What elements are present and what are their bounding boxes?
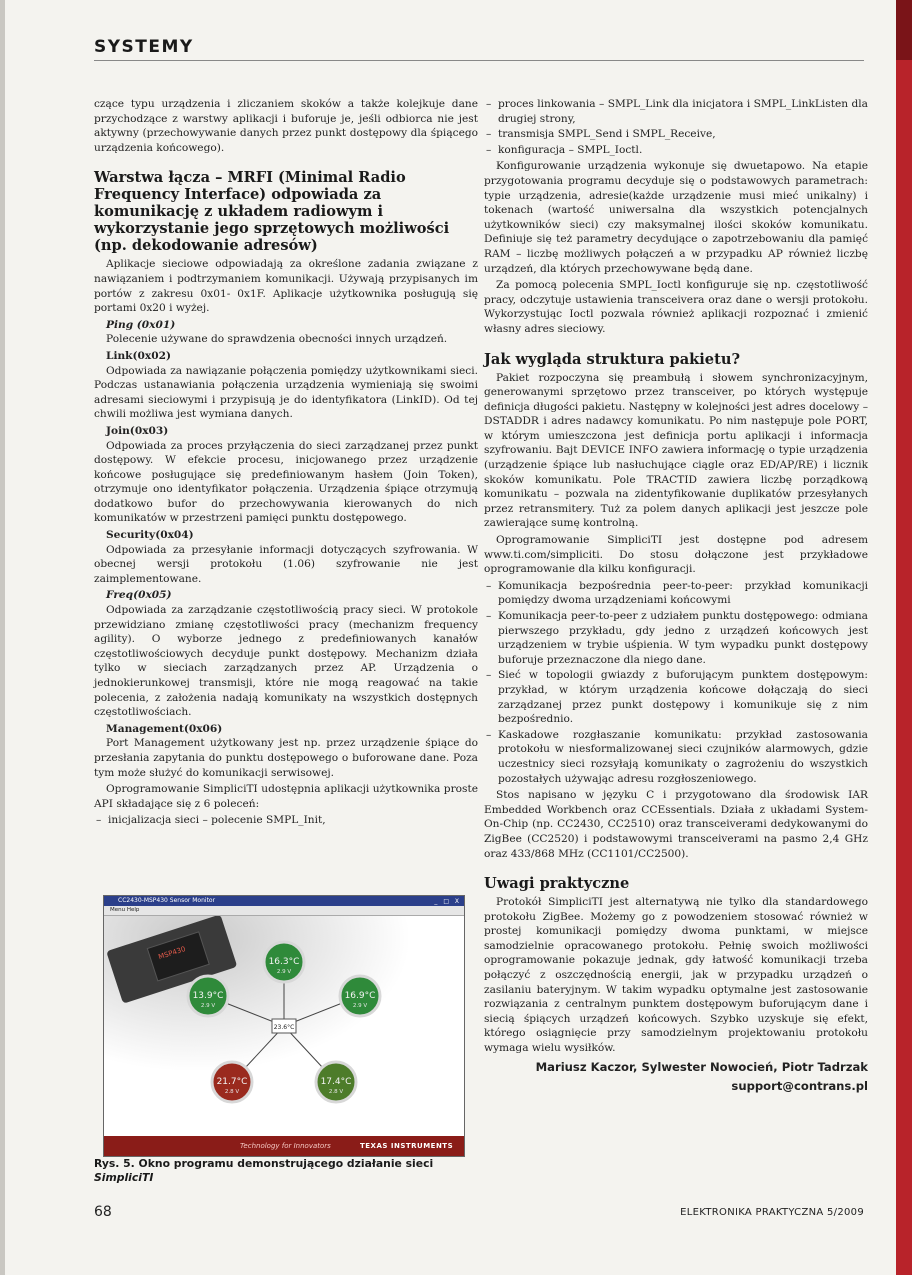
sensor-temperature: 21.7°C — [216, 1077, 248, 1087]
caption-text: Rys. 5. Okno programu demonstrującego działanie sieci — [94, 1157, 434, 1170]
sensor-voltage: 2.9 V — [352, 1003, 368, 1009]
sensor-temperature: 13.9°C — [192, 991, 224, 1001]
list-item: – Kaskadowe rozgłaszanie komunikatu: przykład zastosowania protokołu w niesformalizowanej sieci czujników alarmowych, gdzie uczestnicy sieci rozsyłają komunikaty o zagrożeniu do wszystkich pozostałych używając adresu rozgłoszeniowego. — [484, 728, 868, 786]
api-list-continued — [484, 97, 868, 157]
paragraph: czące typu urządzenia i zliczaniem skoków a także kolejkuje dane przychodzące z warstwy aplikacji i buforuje je, jeśli odbiorca nie jest aktywny (przechowywanie danych przez punkt dostępowy dla śpiącego urządzenia końcowego). — [94, 98, 478, 154]
figure-caption — [94, 1157, 474, 1185]
footer-brand: TEXAS INSTRUMENTS — [360, 1142, 454, 1150]
sensor-temperature: 17.4°C — [320, 1077, 352, 1087]
paragraph: Konfigurowanie urządzenia wykonuje się dwuetapowo. Na etapie przygotowania programu decyduje się o podstawowych parametrach: typie urządzenia, adresie(każde urządzenie musi mieć unikalny) i tokenach (wartość uniwersalna dla wszystkich potencjalnych użytkowników sieci) czy maksymalnej ilości skoków komunikatu. Definiuje się też parametry decydujące o zapotrzebowaniu dla pamięć RAM – liczbę możliwych połączeń a w przypadku AP również liczbę urządzeń, dla których przechowywane będą dane. — [484, 160, 868, 275]
header-rule — [94, 60, 864, 61]
page-number: 68 — [94, 1204, 112, 1220]
sensor-voltage: 2.8 V — [224, 1089, 240, 1095]
sensor-node — [264, 942, 304, 982]
list-item: – Sieć w topologii gwiazdy z buforującym punktem dostępowym: przykład, w którym urządzenia końcowe dołączają do sieci zarządzanej przez punkt dostępowy i komunikuje się z nim bezpośrednio. — [484, 668, 868, 726]
window-buttons: _ □ X — [434, 898, 461, 905]
right-column — [484, 97, 868, 1094]
window-title: CC2430-MSP430 Sensor Monitor — [118, 897, 216, 904]
network-diagram — [104, 916, 464, 1138]
paragraph: Odpowiada za nawiązanie połączenia pomiędzy użytkownikami sieci. Podczas ustanawiania połączenia urządzenia wymieniają się swoimi adresami sieciowymi i przypisują je do identyfikatora (LinkID). Od tej chwili możliwa jest wymiana danych. — [94, 364, 478, 421]
caption-emphasis: SimpliciTI — [94, 1171, 154, 1184]
paragraph: Odpowiada za przesyłanie informacji dotyczących szyfrowania. W obecnej wersji protokołu (1.06) szyfrowanie nie jest zaimplementowane. — [94, 543, 478, 585]
section-title: SYSTEMY — [94, 37, 194, 57]
paragraph: Za pomocą polecenia SMPL_Ioctl konfiguruje się np. częstotliwość pracy, odczytuje ustawienia transceivera oraz dane o wersji protokołu. Wykorzystując Ioctl pozwala również aplikacji rozpoznać i zmienić własny adres sieciowy. — [484, 279, 868, 335]
window-titlebar — [104, 896, 464, 906]
list-item: – inicjalizacja sieci – polecenie SMPL_Init, — [94, 813, 478, 828]
list-item: – transmisja SMPL_Send i SMPL_Receive, — [484, 127, 868, 142]
sensor-temperature: 16.3°C — [268, 957, 300, 967]
sensor-monitor-canvas — [104, 916, 464, 1138]
api-list — [94, 813, 478, 828]
term-freq: Freq(0x05) — [106, 589, 172, 602]
list-item: – Komunikacja peer-to-peer z udziałem punktu dostępowego: odmiana pierwszego przykładu, gdy jedno z urządzeń końcowych jest urządzeniem w trybie uśpienia. W tym wypadku punkt dostępowy buforuje przeznaczone dla niego dane. — [484, 609, 868, 667]
window-footer-bar — [104, 1136, 464, 1156]
sensor-voltage: 2.9 V — [276, 969, 292, 975]
figure-screenshot — [103, 895, 465, 1157]
paragraph: Odpowiada za proces przyłączenia do sieci zarządzanej przez punkt dostępowy. W efekcie procesu, inicjowanego przez urządzenie końcowe posługujące się predefiniowanym hasłem (Join Token), otrzymuje ono identyfikator połączenia. Urządzenia śpiące otrzymują dodatkowo bufor do przechowywania kierowanych do nich komunikatów w przestrzeni pamięci punktu dostępowego. — [94, 439, 478, 525]
paragraph: Aplikacje sieciowe odpowiadają za określone zadania związane z nawiązaniem i podtrzymaniem komunikacji. Używają przypisanych im portów z zakresu 0x01- 0x1F. Aplikacje użytkownika posługują się portami 0x20 i wyżej. — [94, 258, 478, 315]
journal-footer: ELEKTRONIKA PRAKTYCZNA 5/2009 — [680, 1207, 864, 1218]
heading-practical-notes: Uwagi praktyczne — [484, 875, 630, 893]
paragraph: Port Management użytkowany jest np. przez urządzenie śpiące do przesłania zapytania do punktu dostępowego o buforowane dane. Poza tym może służyć do komunikacji serwisowej. — [94, 737, 478, 779]
list-item: – konfiguracja – SMPL_Ioctl. — [484, 143, 868, 158]
term-security: Security(0x04) — [106, 529, 194, 542]
list-item: – proces linkowania – SMPL_Link dla inicjatora i SMPL_LinkListen dla drugiej strony, — [484, 97, 868, 126]
left-column — [94, 97, 478, 830]
sensor-voltage: 2.8 V — [328, 1089, 344, 1095]
window-menubar: Menu Help — [104, 906, 464, 916]
authors: Mariusz Kaczor, Sylwester Nowocień, Piotr Tadrzak — [535, 1059, 868, 1074]
sensor-node — [340, 976, 380, 1016]
page-binding-edge — [0, 0, 5, 1275]
sensor-voltage: 2.9 V — [200, 1003, 216, 1009]
paragraph: Pakiet rozpoczyna się preambułą i słowem synchronizacyjnym, generowanymi sprzętowo przez transceiver, po których występuje definicja długości pakietu. Następny w kolejności jest adres docelowy – DSTADDR i adres nadawcy komunikatu. Po nim następuje pole PORT, w którym umieszczona jest definicja portu aplikacji i informacja szyfrowaniu. Bajt DEVICE INFO zawiera informację o typie urządzenia (urządzenie śpiące lub nasłuchujące ciągle oraz ED/AP/RE) i licznik skoków komunikatu. Pole TRACTID zawiera liczbę porządkową komunikatu – pozwala na zidentyfikowanie duplikatów przesyłanych przez retransmitery. Tuż za polem danych aplikacji jest jeszcze pole zawierające sumę kontrolną. — [484, 371, 868, 530]
hub-label: 23.6°C — [273, 1024, 295, 1031]
paragraph: Odpowiada za zarządzanie częstotliwością pracy sieci. W protokole przewidziano zmianę częstotliwości pracy (mechanizm frequency agility). O wyborze jednego z predefiniowanych kanałów częstotliwościowych decyduje punkt dostępowy. Mechanizm działa tylko w sieciach zarządzanych przez AP. Urządzenia o jednokierunkowej transmisji, które nie mogą reagować na takie polecenia, z założenia nadają komunikaty na wszystkich dostępnych częstotliwościach. — [94, 604, 478, 719]
heading-packet-structure: Jak wygląda struktura pakietu? — [484, 350, 740, 368]
term-link: Link(0x02) — [106, 349, 171, 362]
footer-tagline: Technology for Innovators — [240, 1142, 331, 1150]
heading-mrfi: Warstwa łącza – MRFI (Minimal Radio Frequency Interface) odpowiada za komunikację z układem radiowym i wykorzystanie jego sprzętowych możliwości (np. dekodowanie adresów) — [94, 169, 450, 255]
term-join: Join(0x03) — [106, 424, 169, 437]
sensor-node — [316, 1062, 356, 1102]
color-edge-strip — [896, 0, 912, 1275]
paragraph: Stos napisano w języku C i przygotowano dla środowisk IAR Embedded Workbench oraz CCEssentials. Działa z układami System-On-Chip (np. CC2430, CC2510) oraz transceiverami dedykowanymi do ZigBee (CC2520) i podstawowymi transceiverami na pasmo 2,4 GHz oraz 433/868 MHz (CC1101/CC2500). — [484, 789, 868, 860]
paragraph: Oprogramowanie SimpliciTI jest dostępne pod adresem www.ti.com/simpliciti. Do stosu dołączone jest przykładowe oprogramowanie dla kilku konfiguracji. — [484, 534, 868, 576]
hub-node — [272, 1019, 296, 1033]
chip-label: MSP430 — [157, 944, 187, 962]
list-item: – Komunikacja bezpośrednia peer-to-peer: przykład komunikacji pomiędzy dwoma urządzeniami końcowymi — [484, 579, 868, 608]
sensor-node — [188, 976, 228, 1016]
paragraph: Protokół SimpliciTI jest alternatywą nie tylko dla standardowego protokołu ZigBee. Możemy go z powodzeniem stosować również w prostej komunikacji pomiędzy dwoma punktami, w miejsce samodzielnie opracowanego protokołu. Pełnię swoich możliwości oprogramowanie pokazuje jednak, gdy łatwość komunikacji trzeba połączyć z oszczędnością energii, jak w przypadku urządzeń o zasilaniu bateryjnym. W takim wypadku optymalne jest zastosowanie rozwiązania z centralnym punktem dostępowym buforującym dane i siecią śpiących urządzeń końcowych. Szybko uzyskuje się efekt, którego osiągnięcie przy samodzielnym projektowaniu protokołu wymaga wielu wysiłków. — [484, 896, 868, 1055]
contact-email: support@contrans.pl — [731, 1078, 868, 1093]
examples-list — [484, 579, 868, 786]
paragraph: Oprogramowanie SimpliciTI udostępnia aplikacji użytkownika proste API składające się z 6 poleceń: — [94, 783, 478, 810]
term-management: Management(0x06) — [106, 722, 223, 735]
sensor-node — [212, 1062, 252, 1102]
paragraph: Polecenie używane do sprawdzenia obecności innych urządzeń. — [106, 333, 448, 346]
sensor-temperature: 16.9°C — [344, 991, 376, 1001]
term-ping: Ping (0x01) — [106, 318, 176, 331]
